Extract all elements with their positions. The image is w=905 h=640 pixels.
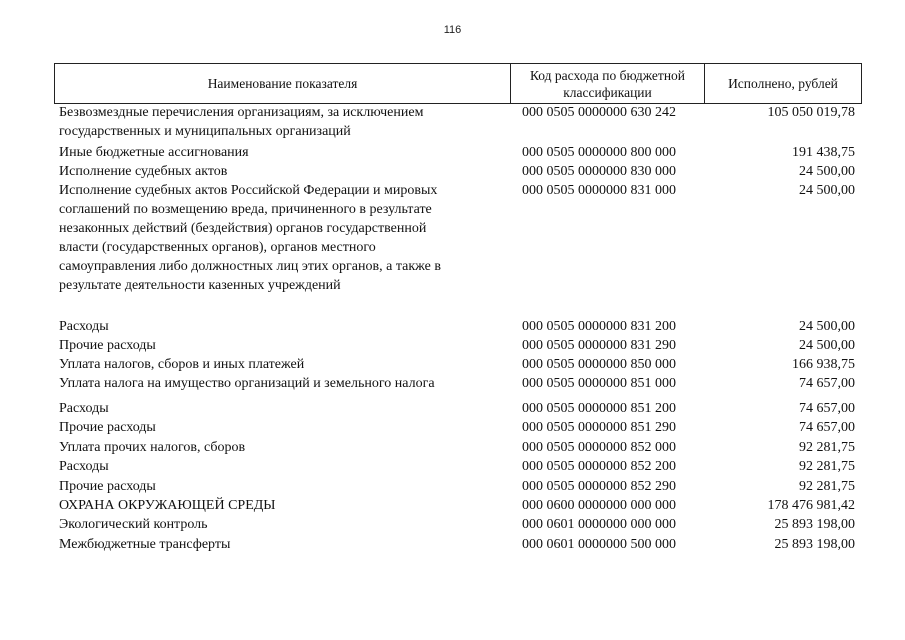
row-code: 000 0505 0000000 851 200 [522,401,676,416]
row-name: Межбюджетные трансферты [59,537,231,552]
row-code: 000 0505 0000000 851 290 [522,420,676,435]
row-code: 000 0505 0000000 831 000 [522,183,676,198]
row-amount: 25 893 198,00 [774,517,855,532]
row-code: 000 0505 0000000 800 000 [522,145,676,160]
row-name: Расходы [59,401,109,416]
row-name: ОХРАНА ОКРУЖАЮЩЕЙ СРЕДЫ [59,498,276,513]
header-name: Наименование показателя [55,64,511,103]
row-code: 000 0601 0000000 500 000 [522,537,676,552]
row-amount: 24 500,00 [799,338,855,353]
header-code: Код расхода по бюджетной классификации [511,64,705,103]
row-name: Безвозмездные перечисления организациям, за исключением государственных и муниципальных организаций [59,105,424,139]
table-header [54,63,862,104]
row-code: 000 0505 0000000 831 290 [522,338,676,353]
row-amount: 92 281,75 [799,440,855,455]
row-name: Уплата налога на имущество организаций и земельного налога [59,376,435,391]
row-amount: 24 500,00 [799,183,855,198]
row-code: 000 0505 0000000 852 200 [522,459,676,474]
row-amount: 92 281,75 [799,479,855,494]
row-amount: 74 657,00 [799,420,855,435]
row-amount: 105 050 019,78 [767,105,855,120]
row-name: Экологический контроль [59,517,208,532]
page-number: 116 [443,24,462,36]
row-amount: 74 657,00 [799,376,855,391]
row-amount: 25 893 198,00 [774,537,855,552]
row-code: 000 0601 0000000 000 000 [522,517,676,532]
row-amount: 24 500,00 [799,164,855,179]
row-name: Исполнение судебных актов Российской Федерации и мировых соглашений по возмещению вреда, причиненного в результате незаконных действий (бездействия) органов государственной власти (государственных органов), органов местного самоуправления либо должностных лиц этих органов, а также в результате деятельности казенных учреждений [59,183,441,293]
row-amount: 166 938,75 [792,357,855,372]
row-name: Расходы [59,319,109,334]
row-code: 000 0505 0000000 851 000 [522,376,676,391]
row-code: 000 0505 0000000 830 000 [522,164,676,179]
row-name: Расходы [59,459,109,474]
row-name: Уплата прочих налогов, сборов [59,440,246,455]
row-amount: 191 438,75 [792,145,855,160]
header-amount: Исполнено, рублей [728,76,838,91]
row-code: 000 0505 0000000 630 242 [522,105,676,120]
row-amount: 24 500,00 [799,319,855,334]
row-code: 000 0600 0000000 000 000 [522,498,676,513]
row-name: Прочие расходы [59,479,156,494]
row-amount: 178 476 981,42 [767,498,855,513]
row-code: 000 0505 0000000 852 000 [522,440,676,455]
row-code: 000 0505 0000000 852 290 [522,479,676,494]
row-name: Иные бюджетные ассигнования [59,145,249,160]
row-amount: 92 281,75 [799,459,855,474]
row-name: Исполнение судебных актов [59,164,228,179]
row-name: Уплата налогов, сборов и иных платежей [59,357,305,372]
row-code: 000 0505 0000000 850 000 [522,357,676,372]
row-name: Прочие расходы [59,338,156,353]
row-amount: 74 657,00 [799,401,855,416]
row-code: 000 0505 0000000 831 200 [522,319,676,334]
row-name: Прочие расходы [59,420,156,435]
